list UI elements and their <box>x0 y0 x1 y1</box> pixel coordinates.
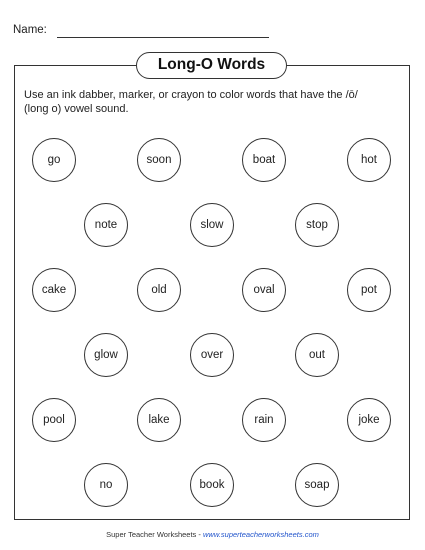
instructions-text: Use an ink dabber, marker, or crayon to color words that have the /ō/ (long o) vowel sound. <box>24 89 358 115</box>
worksheet-title: Long-O Words <box>136 52 287 79</box>
word-circle-pool[interactable]: pool <box>32 398 76 442</box>
word-circle-old[interactable]: old <box>137 268 181 312</box>
name-label: Name: <box>13 24 47 36</box>
footer-separator: - <box>196 530 203 539</box>
word-circle-no[interactable]: no <box>84 463 128 507</box>
word-circle-boat[interactable]: boat <box>242 138 286 182</box>
word-circle-joke[interactable]: joke <box>347 398 391 442</box>
word-circle-soap[interactable]: soap <box>295 463 339 507</box>
word-circle-glow[interactable]: glow <box>84 333 128 377</box>
word-circle-out[interactable]: out <box>295 333 339 377</box>
word-circle-over[interactable]: over <box>190 333 234 377</box>
word-circle-go[interactable]: go <box>32 138 76 182</box>
word-circle-hot[interactable]: hot <box>347 138 391 182</box>
word-circle-cake[interactable]: cake <box>32 268 76 312</box>
word-circle-slow[interactable]: slow <box>190 203 234 247</box>
word-circle-oval[interactable]: oval <box>242 268 286 312</box>
footer <box>0 530 425 539</box>
name-line[interactable] <box>57 37 269 38</box>
word-circle-book[interactable]: book <box>190 463 234 507</box>
word-circle-stop[interactable]: stop <box>295 203 339 247</box>
word-circle-pot[interactable]: pot <box>347 268 391 312</box>
word-circle-soon[interactable]: soon <box>137 138 181 182</box>
footer-url[interactable]: www.superteacherworksheets.com <box>202 530 319 539</box>
word-circle-note[interactable]: note <box>84 203 128 247</box>
footer-brand: Super Teacher Worksheets <box>106 530 197 539</box>
word-circle-rain[interactable]: rain <box>242 398 286 442</box>
word-circle-lake[interactable]: lake <box>137 398 181 442</box>
